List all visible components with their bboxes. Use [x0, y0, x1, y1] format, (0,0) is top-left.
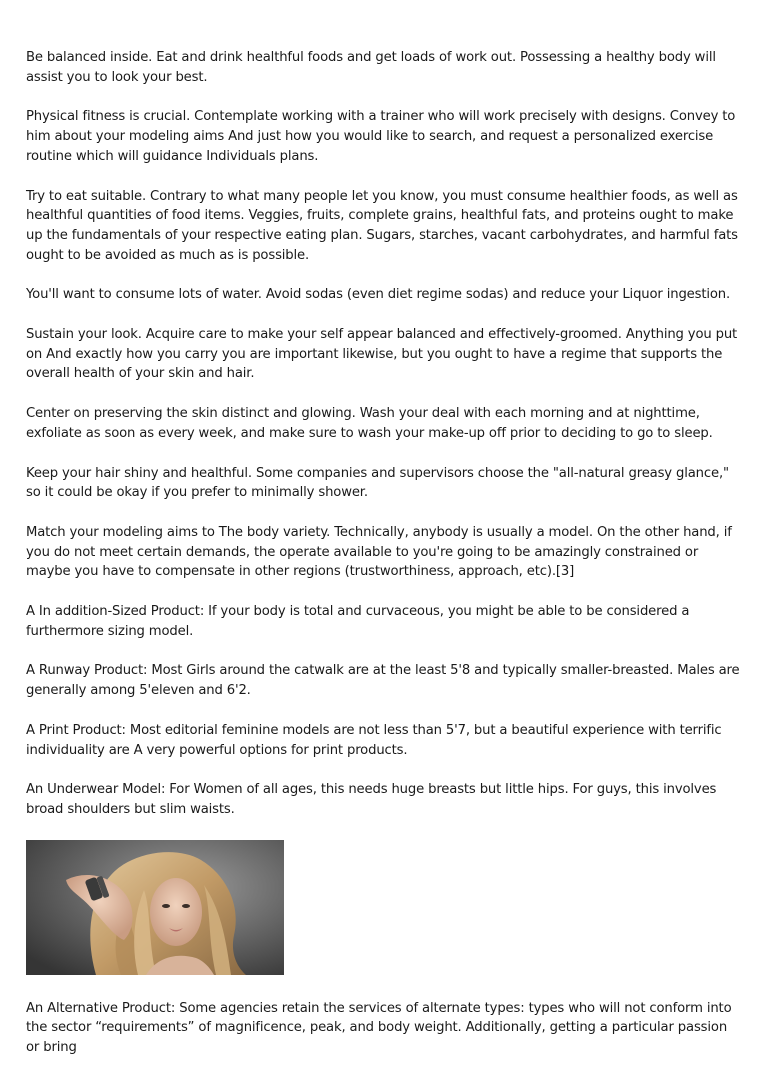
paragraph: A In addition-Sized Product: If your body is total and curvaceous, you might be able to be considered a furthermore sizing model.	[26, 604, 690, 639]
paragraph: You'll want to consume lots of water. Avoid sodas (even diet regime sodas) and reduce your Liquor ingestion.	[26, 287, 731, 303]
paragraph: A Runway Product: Most Girls around the catwalk are at the least 5'8 and typically smaller-breasted. Males are generally among 5'eleven and 6'2.	[26, 663, 740, 699]
document-page	[26, 48, 744, 1078]
paragraph: An Underwear Model: For Women of all ages, this needs huge breasts but little hips. For guys, this involves broad shoulders but slim waists.	[26, 782, 717, 817]
paragraph: Physical fitness is crucial. Contemplate working with a trainer who will work precisely with designs. Convey to him about your modeling aims And just how you would like to search, and request a personalized exercise routine which will guidance Individuals plans.	[26, 109, 736, 164]
paragraph: Center on preserving the skin distinct and glowing. Wash your deal with each morning and at nighttime, exfoliate as soon as every week, and make sure to wash your make-up off prior to deciding to go to sleep.	[26, 406, 713, 441]
paragraph: Match your modeling aims to The body variety. Technically, anybody is usually a model. On the other hand, if you do not meet certain demands, the operate available to you're going to be amazingly constrained or maybe you have to compensate in other regions (trustworthiness, approach, etc).[3]	[26, 524, 732, 580]
paragraph: An Alternative Product: Some agencies retain the services of alternate types: types who will not conform into the sector “requirements” of magnificence, peak, and body weight. Additionally, getting a particular passion or bring	[26, 1000, 732, 1056]
paragraph: Keep your hair shiny and healthful. Some companies and supervisors choose the "all-natural greasy glance," so it could be okay if you prefer to minimally shower.	[26, 465, 729, 501]
model-portrait-photo	[26, 840, 284, 975]
paragraph: Sustain your look. Acquire care to make your self appear balanced and effectively-groomed. Anything you put on And exactly how you carry you are important likewise, but you ought to have a regime that supports the overall health of your skin and hair.	[26, 327, 738, 382]
paragraph: A Print Product: Most editorial feminine models are not less than 5'7, but a beautiful experience with terrific individuality are A very powerful options for print products.	[26, 722, 722, 758]
model-portrait-illustration	[26, 840, 284, 975]
paragraph: Try to eat suitable. Contrary to what many people let you know, you must consume healthier foods, as well as healthful quantities of food items. Veggies, fruits, complete grains, healthful fats, and proteins ought to make up the fundamentals of your respective eating plan. Sugars, starches, vacant carbohydrates, and harmful fats ought to be avoided as much as is possible.	[26, 188, 738, 263]
paragraph: Be balanced inside. Eat and drink healthful foods and get loads of work out. Possessing a healthy body will assist you to look your best.	[26, 50, 716, 85]
